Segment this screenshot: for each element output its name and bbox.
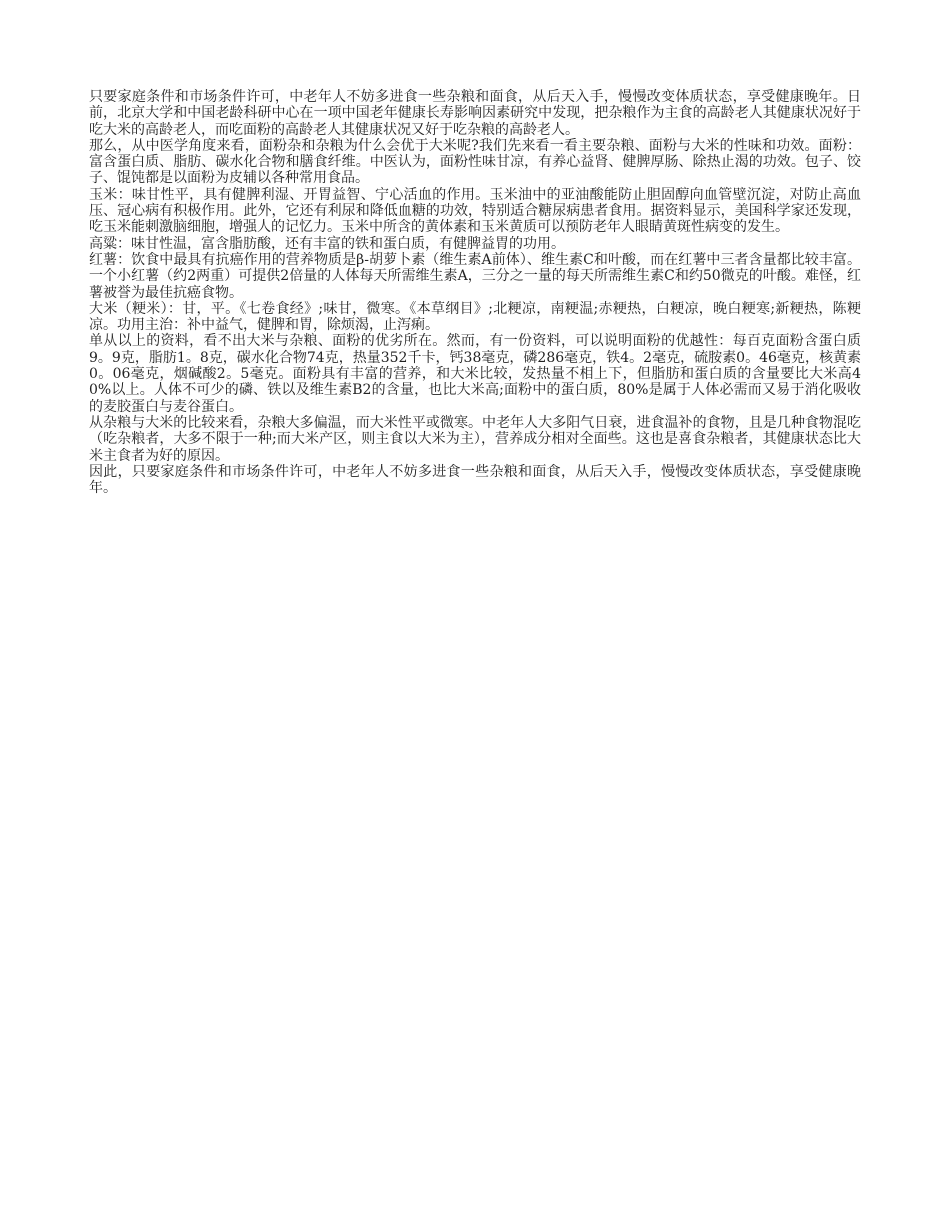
article-body [89,89,861,496]
paragraph-conclusion: 因此，只要家庭条件和市场条件许可，中老年人不妨多进食一些杂粮和面食，从后天入手，慢慢改变体质状态，享受健康晚年。 [89,463,861,497]
paragraph-tcm-view: 那么，从中医学角度来看，面粉杂和杂粮为什么会优于大米呢?我们先来看一看主要杂粮、面粉与大米的性味和功效。面粉：富含蛋白质、脂肪、碳水化合物和膳食纤维。中医认为，面粉性味甘凉，有养心益肾、健脾厚肠、除热止渴的功效。包子、饺子、馄饨都是以面粉为皮辅以各种常用食品。 [89,137,861,187]
paragraph-rice: 大米（粳米）：甘，平。《七卷食经》;味甘，微寒。《本草纲目》;北粳凉，南粳温;赤粳热，白粳凉，晚白粳寒;新粳热，陈粳凉。功用主治：补中益气，健脾和胃，除烦渴，止泻痢。 [89,300,861,334]
paragraph-sorghum: 高粱：味甘性温，富含脂肪酸，还有丰富的铁和蛋白质，有健脾益胃的功用。 [89,235,565,252]
paragraph-flour-nutrition: 单从以上的资料，看不出大米与杂粮、面粉的优劣所在。然而，有一份资料，可以说明面粉的优越性：每百克面粉含蛋白质9。9克，脂肪1。8克，碳水化合物74克，热量352千卡，钙38毫克，磷286毫克，铁4。2毫克，硫胺素0。46毫克，核黄素0。06毫克，烟碱酸2。5毫克。面粉具有丰富的营养，和大米比较，发热量不相上下，但脂肪和蛋白质的含量要比大米高40%以上。人体不可少的磷、铁以及维生素B2的含量，也比大米高;面粉中的蛋白质，80%是属于人体必需而又易于消化吸收的麦胶蛋白与麦谷蛋白。 [89,333,861,415]
paragraph-sweet-potato: 红薯：饮食中最具有抗癌作用的营养物质是β-胡萝卜素（维生素A前体）、维生素C和叶酸，而在红薯中三者含量都比较丰富。一个小红薯（约2两重）可提供2倍量的人体每天所需维生素A，三分之一量的每天所需维生素C和约50微克的叶酸。难怪，红薯被誉为最佳抗癌食物。 [89,251,861,301]
paragraph-corn: 玉米：味甘性平，具有健脾利湿、开胃益智、宁心活血的作用。玉米油中的亚油酸能防止胆固醇向血管壁沉淀，对防止高血压、冠心病有积极作用。此外，它还有利尿和降低血糖的功效，特别适合糖尿病患者食用。据资料显示，美国科学家还发现，吃玉米能刺激脑细胞，增强人的记忆力。玉米中所含的黄体素和玉米黄质可以预防老年人眼睛黄斑性病变的发生。 [89,186,861,236]
paragraph-comparison: 从杂粮与大米的比较来看，杂粮大多偏温，而大米性平或微寒。中老年人大多阳气日衰，进食温补的食物，且是几种食物混吃（吃杂粮者，大多不限于一种;而大米产区，则主食以大米为主），营养成分相对全面些。这也是喜食杂粮者，其健康状态比大米主食者为好的原因。 [89,414,861,464]
paragraph-intro: 只要家庭条件和市场条件许可，中老年人不妨多进食一些杂粮和面食，从后天入手，慢慢改变体质状态，享受健康晚年。日前，北京大学和中国老龄科研中心在一项中国老年健康长寿影响因素研究中发现，把杂粮作为主食的高龄老人其健康状况好于吃大米的高龄老人，而吃面粉的高龄老人其健康状况又好于吃杂粮的高龄老人。 [89,89,861,138]
